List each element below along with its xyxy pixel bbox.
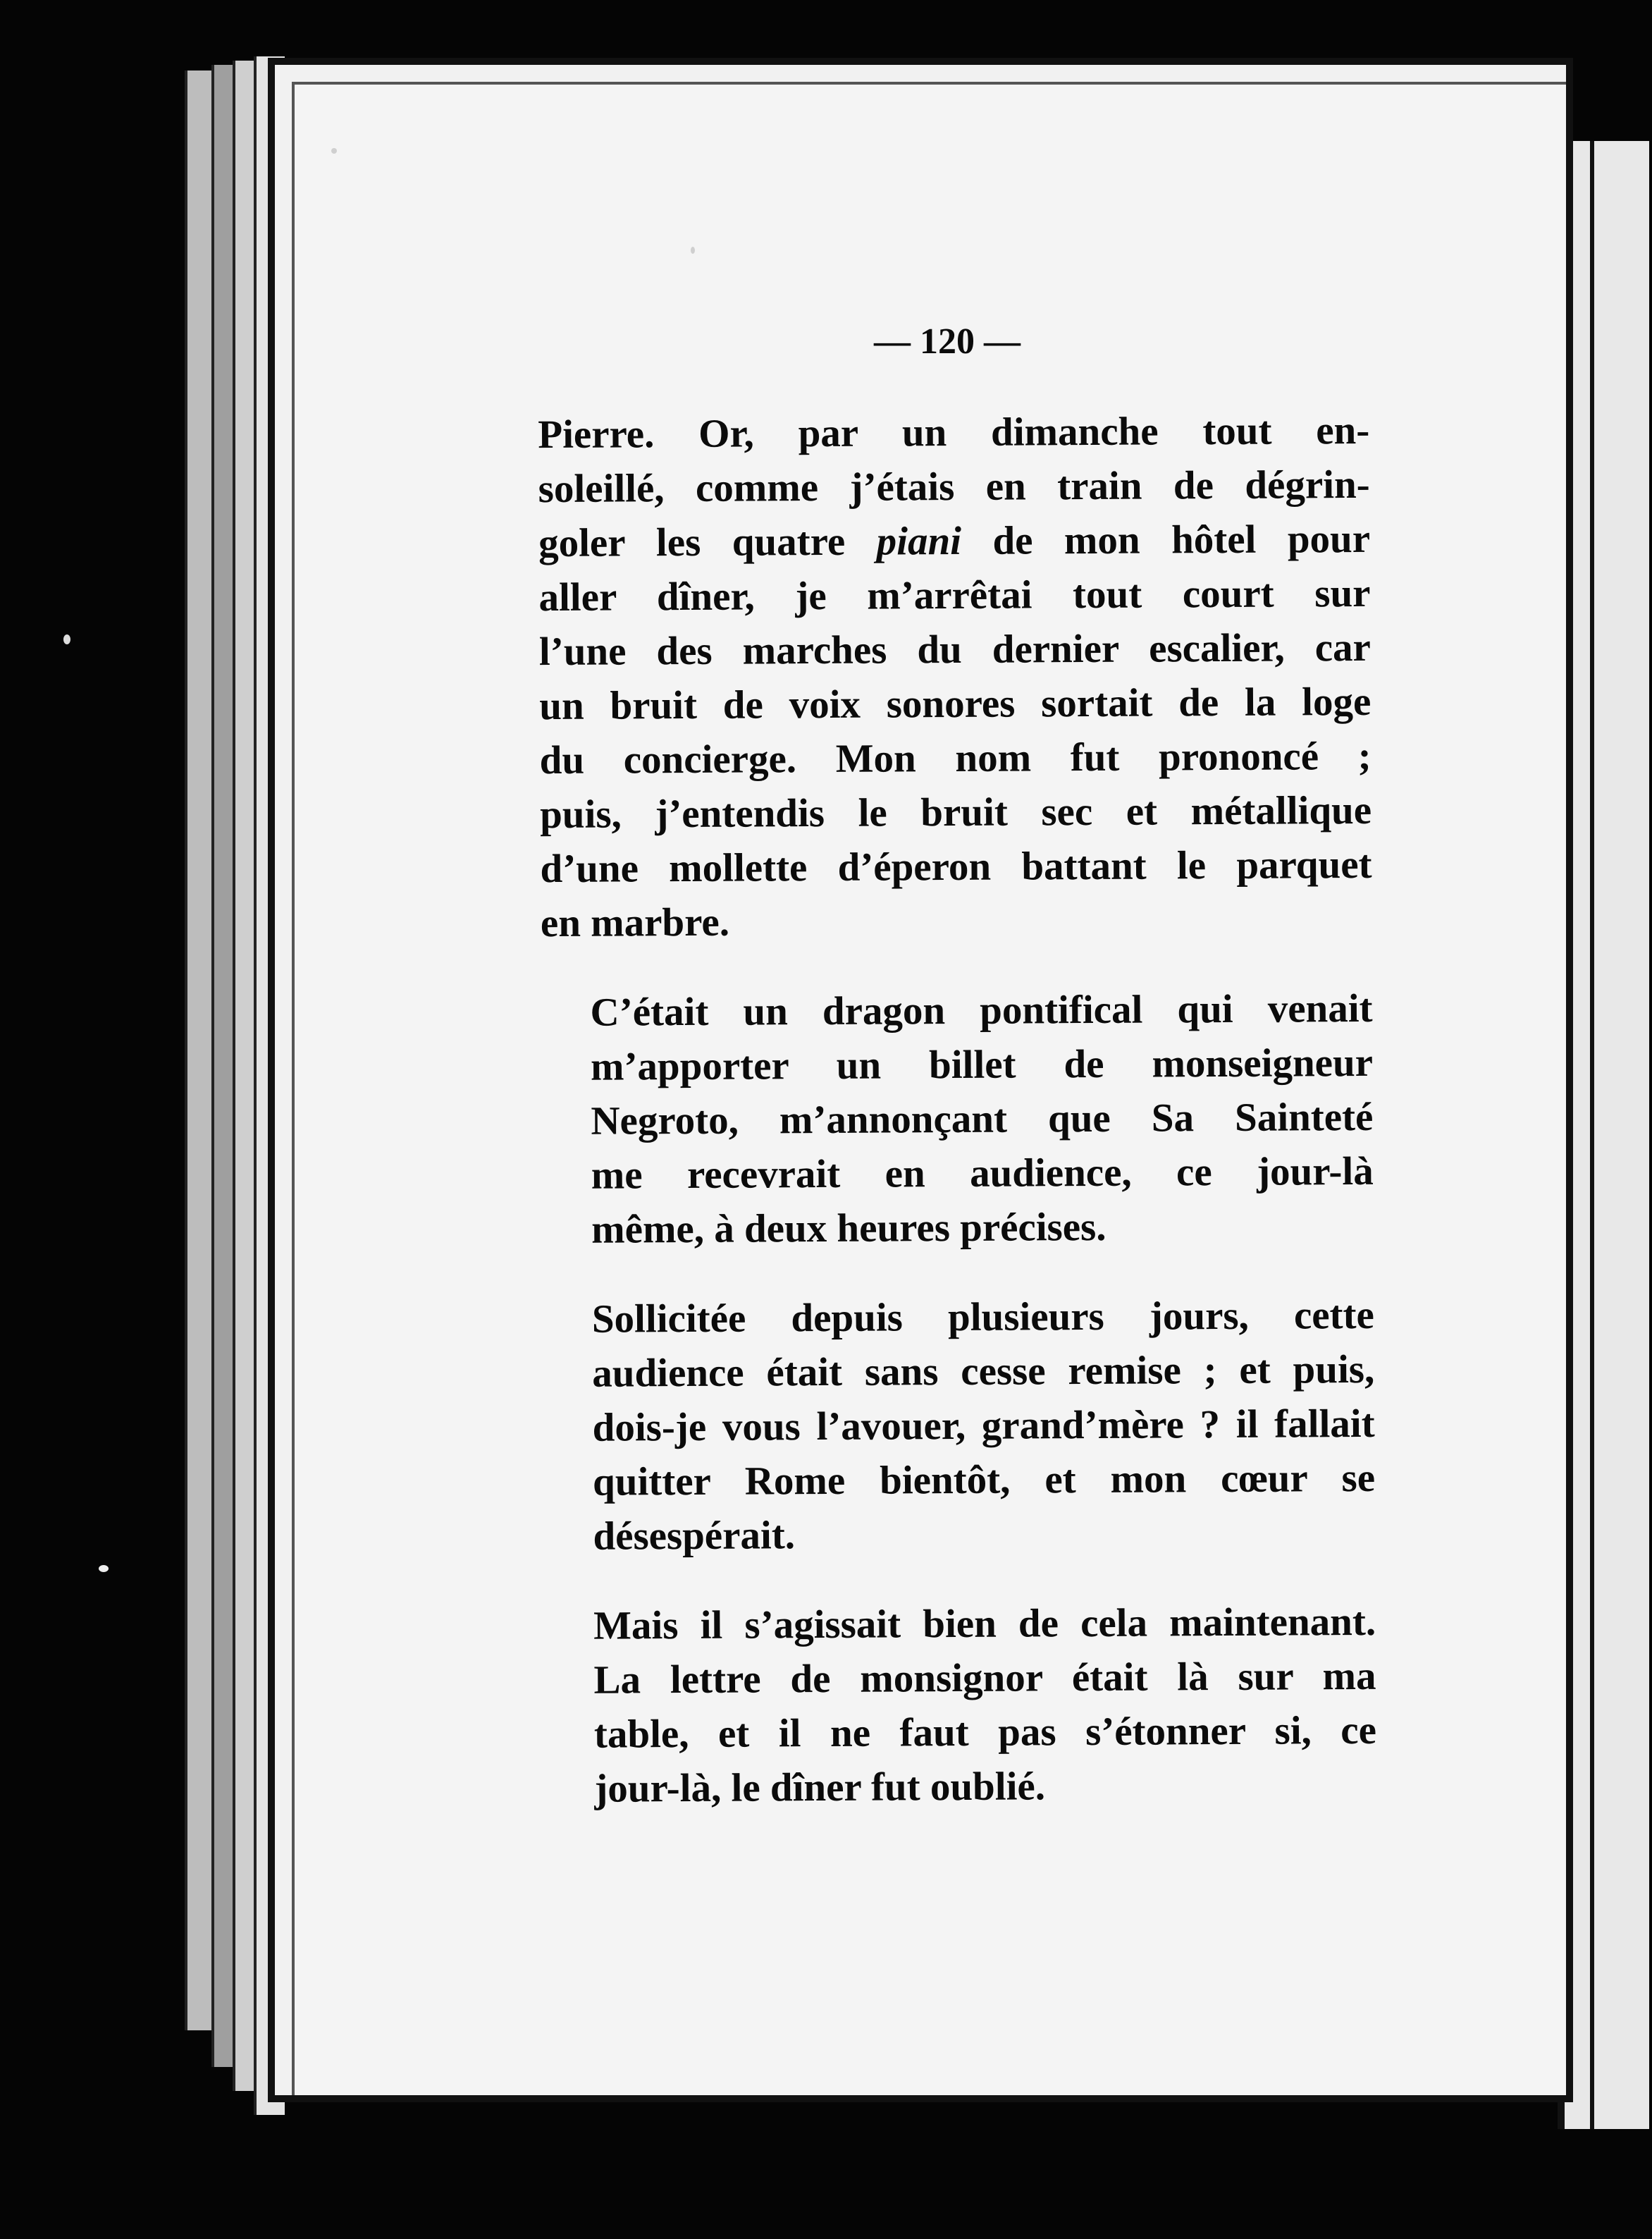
text-line: même, à deux heures précises.: [591, 1204, 1107, 1252]
text-line: soleillé, comme j’étais en train de dégrin-: [538, 462, 1370, 512]
paragraph: [541, 981, 1374, 1257]
text-line: Mais il s’agissait bien de cela maintenant.: [593, 1599, 1376, 1648]
text-line: quitter Rome bientôt, et mon cœur se: [592, 1455, 1376, 1504]
text-line: goler les quatre piani de mon hôtel pour: [538, 516, 1371, 566]
paragraph: [538, 403, 1372, 950]
text-line: Pierre. Or, par un dimanche tout en-: [538, 407, 1370, 458]
text-line: aller dîner, je m’arrêtai tout court sur: [538, 570, 1371, 620]
text-line: Sollicitée depuis plusieurs jours, cette: [591, 1292, 1375, 1342]
dust-speck: [63, 634, 70, 644]
text-line: table, et il ne faut pas s’étonner si, ce: [593, 1707, 1377, 1757]
body-text: [537, 319, 1376, 1816]
dust-speck: [331, 148, 337, 154]
text-line: du concierge. Mon nom fut prononcé ;: [539, 733, 1371, 783]
text-line: me recevrait en audience, ce jour-là: [591, 1148, 1374, 1198]
text-line: audience était sans cesse remise ; et puis,: [592, 1347, 1375, 1396]
facing-page-border: [1590, 141, 1594, 2129]
text-line: d’une mollette d’éperon battant le parquet: [540, 842, 1372, 892]
dust-speck: [691, 247, 695, 254]
text-line: puis, j’entendis le bruit sec et métallique: [539, 787, 1372, 838]
text-line: C’était un dragon pontifical qui venait: [590, 986, 1373, 1035]
paragraph: [544, 1595, 1377, 1816]
text-line: dois-je vous l’avouer, grand’mère ? il fallait: [592, 1401, 1375, 1450]
text-line: jour-là, le dîner fut oublié.: [594, 1764, 1046, 1811]
text-line: Negroto, m’annonçant que Sa Sainteté: [591, 1094, 1374, 1143]
text-line: désespérait.: [593, 1513, 796, 1559]
text-line: m’apporter un billet de monseigneur: [590, 1040, 1374, 1089]
text-line: en marbre.: [540, 900, 730, 946]
dust-speck: [99, 1565, 109, 1572]
text-line: La lettre de monsignor était là sur ma: [593, 1653, 1376, 1703]
text-line: un bruit de voix sonores sortait de la loge: [539, 679, 1371, 729]
paragraph: [543, 1288, 1376, 1564]
page-number: — 120 —: [874, 321, 1021, 362]
text-line: l’une des marches du dernier escalier, car: [538, 625, 1371, 675]
